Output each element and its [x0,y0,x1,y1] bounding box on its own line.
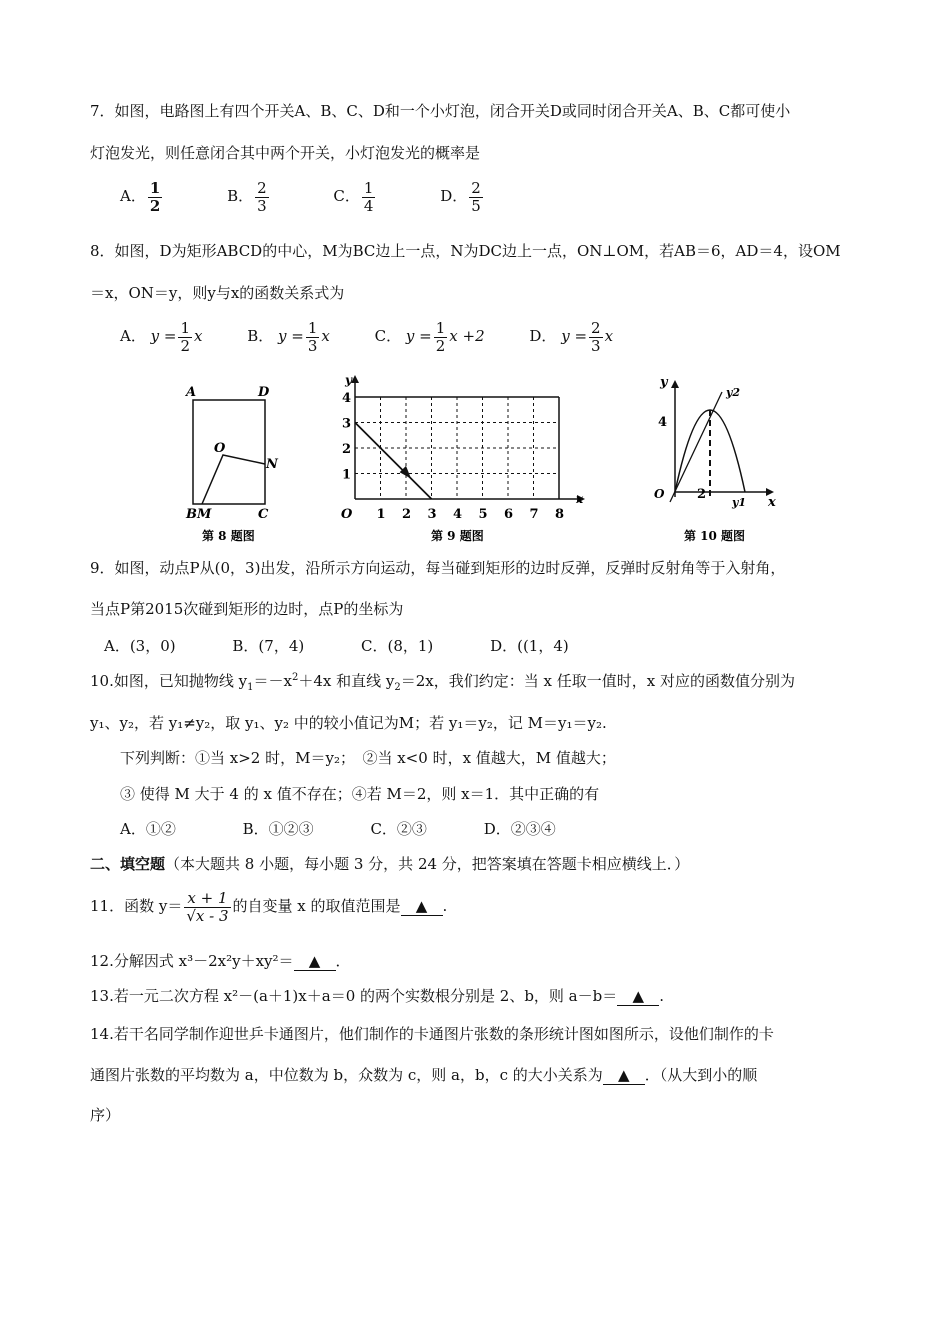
section-2-heading [90,853,689,874]
axis-label-y: y [660,375,668,390]
figure-9-caption: 第 9 题图 [431,529,484,543]
x-tick-label: 7 [529,507,539,522]
figure-9 [335,372,585,544]
q9-option-d[interactable]: D．((1，4) [490,637,569,655]
x-tick-label: 8 [555,507,565,522]
q10-line3: 下列判断：①当 x>2 时，M＝y₂； ②当 x<0 时，x 值越大，M 值越大； [120,749,616,767]
q8-option-d[interactable]: D． y = $\frac{2}{3}$ x [529,319,614,355]
figure-8 [180,372,280,544]
x-tick-label: 5 [478,507,488,522]
path-p [355,423,432,500]
x-tick-label: 6 [504,507,514,522]
q7-option-c[interactable]: C． $\frac{1}{4}$ [333,179,374,215]
q10-line1: 10.如图，已知抛物线 $y_1=-x^2+4x$ 和直线 $y_2=2x$，我们约定：当 x 任取一值时，x 对应的函数值分别为 [90,672,795,693]
q7-option-d[interactable]: D． $\frac{2}{5}$ [440,179,481,215]
q13-answer-blank[interactable]: ▲ [617,987,659,1006]
q11: 11．函数 y＝ $\frac{x + 1}{√x - 3}$ 的自变量 x 的取值范围是 ▲ . [90,889,448,925]
q8-option-a[interactable]: A． y = $\frac{1}{2}$ x [120,319,203,355]
q7-option-a[interactable]: A． $\frac{1}{2}$ [120,179,161,215]
y-axis-arrow [351,375,359,383]
q8-options [120,320,671,354]
q8-line1: 8．如图，D为矩形ABCD的中心，M为BC边上一点，N为DC边上一点，ON⊥OM，若AB＝6，AD＝4，设OM [90,242,841,260]
tick-four: 4 [658,415,668,430]
label-bm: BM [186,507,212,522]
q14-line2: 通图片张数的平均数为 a，中位数为 b，众数为 c，则 a，b，c 的大小关系为 ▲ ．（从大到小的顺 [90,1066,758,1084]
figure-10 [640,372,780,544]
label-d: D [258,385,270,400]
origin-label: O [341,507,353,522]
q7-line2: 灯泡发光，则任意闭合其中两个开关，小灯泡发光的概率是 [90,144,481,162]
y-axis-arrow [671,380,679,388]
q9-line2: 当点P第2015次碰到矩形的边时，点P的坐标为 [90,600,404,618]
x-tick-label: 2 [402,507,412,522]
q10-options [120,818,614,839]
q9-option-b[interactable]: B．(7，4) [232,637,305,655]
q9-option-a[interactable]: A．(3，0) [104,637,176,655]
origin-label: O [654,487,665,501]
q10-option-d[interactable]: D．②③④ [483,820,556,838]
label-o: O [214,441,226,456]
figure-8-caption: 第 8 题图 [202,529,255,543]
label-a: A [186,385,197,400]
q8-option-c[interactable]: C． y = $\frac{1}{2}$ x +2 [374,319,485,355]
q9-option-c[interactable]: C．(8，1) [361,637,434,655]
y-tick-label: 2 [342,442,352,457]
q8-line2: ＝x，ON＝y，则y与x的函数关系式为 [90,284,345,302]
q14-answer-blank[interactable]: ▲ [603,1066,645,1085]
y-tick-label: 3 [342,416,352,432]
rectangle-abcd [193,400,265,504]
q11-answer-blank[interactable]: ▲ [401,897,443,916]
label-n: N [266,457,278,472]
x-tick-label: 4 [453,507,463,522]
q13: 13.若一元二次方程 x²－(a＋1)x＋a＝0 的两个实数根分别是 2、b，则 a－b＝ ▲ . [90,987,665,1005]
q10-option-b[interactable]: B．①②③ [242,820,314,838]
axis-label-y: y [345,373,352,387]
q14-line3: 序） [90,1106,121,1124]
section-2-desc: （本大题共 8 小题，每小题 3 分，共 24 分，把答案填在答题卡相应横线上．） [165,855,690,873]
y-tick-label: 4 [342,391,352,406]
x-tick-label: 1 [376,507,386,522]
label-c: C [258,507,269,522]
section-2-title: 二、填空题 [90,855,166,873]
figure-10-caption: 第 10 题图 [684,529,746,543]
y-tick-label: 1 [342,467,352,483]
q8-option-b[interactable]: B． y = $\frac{1}{3}$ x [247,319,330,355]
label-y2: y2 [726,386,741,399]
segments-mo-on [202,455,265,504]
line-y2 [670,392,722,502]
q14-line1: 14.若干名同学制作迎世乒卡通图片，他们制作的卡通图片张数的条形统计图如图所示，设他们制作的卡 [90,1025,774,1043]
label-y1: y1 [732,496,747,509]
x-tick-label: 3 [427,507,437,522]
q9-line1: 9．如图，动点P从(0，3)出发，沿所示方向运动，每当碰到矩形的边时反弹，反弹时反射角等于入射角， [90,559,786,577]
q12-answer-blank[interactable]: ▲ [294,952,336,971]
q10-line2: y₁、y₂，若 y₁≠y₂，取 y₁、y₂ 中的较小值记为M；若 y₁＝y₂，记 M＝y₁＝y₂. [90,714,607,732]
q10-line4: ③ 使得 M 大于 4 的 x 值不存在；④若 M＝2，则 x＝1．其中正确的有 [120,785,600,803]
tick-two: 2 [697,487,707,502]
axis-label-x: x [576,492,584,506]
q12: 12.分解因式 x³－2x²y＋xy²＝ ▲ ． [90,952,351,970]
q7-option-b[interactable]: B． $\frac{2}{3}$ [227,179,267,215]
q10-option-a[interactable]: A．①② [120,820,176,838]
q10-option-c[interactable]: C．②③ [370,820,427,838]
q7-line1: 7．如图，电路图上有四个开关A、B、C、D和一个小灯泡，闭合开关D或同时闭合开关A、B、C都可使小 [90,102,791,120]
q9-options [104,635,627,656]
q7-options [120,180,543,214]
axis-label-x: x [768,495,776,510]
